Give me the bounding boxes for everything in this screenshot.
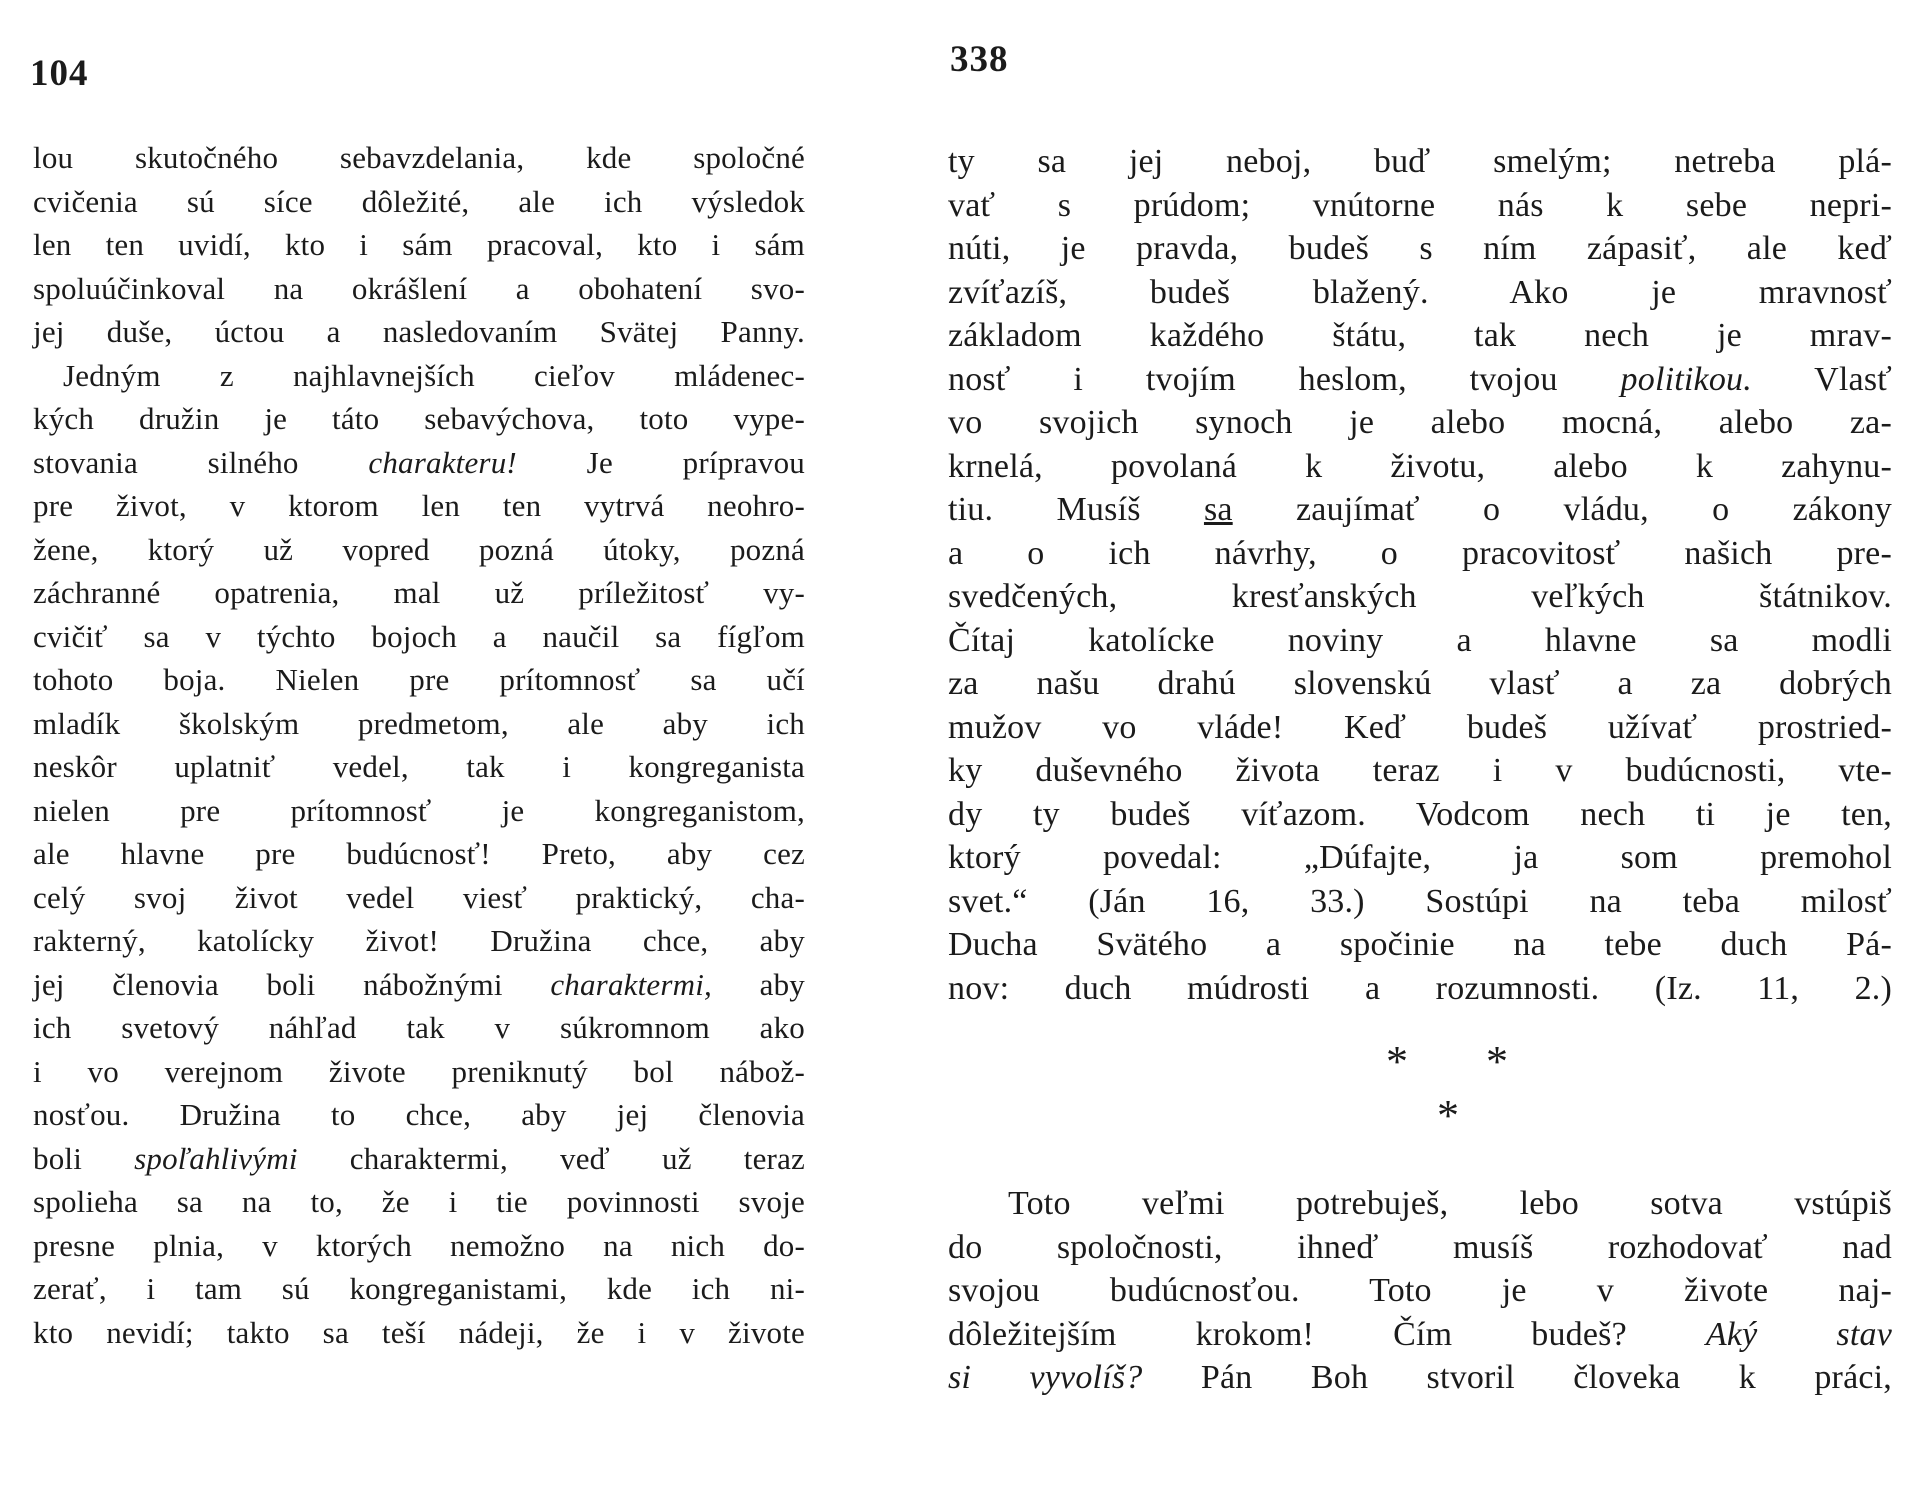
text-segment: pre život, v ktorom len ten vytrvá neohro- — [33, 488, 805, 523]
text-segment: základom každého štátu, tak nech je mrav- — [948, 317, 1892, 354]
italic-text: Aký stav — [1705, 1315, 1892, 1353]
text-segment: dôležitejším krokom! Čím budeš? — [948, 1315, 1706, 1353]
text-line — [33, 571, 805, 615]
text-segment: charaktermi, veď už teraz — [297, 1140, 805, 1176]
text-segment: nov: duch múdrosti a rozumnosti. (Iz. 11, 2.) — [948, 969, 1892, 1007]
text-line — [33, 310, 805, 354]
text-line — [948, 706, 1892, 750]
text-segment: a o ich návrhy, o pracovitosť našich pre- — [948, 534, 1892, 572]
text-segment: vať s prúdom; vnútorne nás k sebe nepri- — [948, 186, 1892, 224]
text-segment: dy ty budeš víťazom. Vodcom nech ti je ten, — [948, 795, 1892, 833]
text-segment: cvičenia sú síce dôležité, ale ich výsledok — [33, 183, 805, 219]
page-number-left: 104 — [30, 53, 89, 94]
text-segment: Čítaj katolícke noviny a hlavne sa modli — [948, 621, 1892, 659]
text-line — [33, 1093, 805, 1137]
text-line — [948, 401, 1892, 445]
text-segment: spoluúčinkoval na okrášlení a obohatení svo- — [33, 270, 805, 306]
text-line — [948, 575, 1892, 619]
text-line — [948, 619, 1892, 663]
left-page-text — [33, 136, 805, 1354]
text-segment: mladík školským predmetom, ale aby ich — [33, 705, 805, 741]
text-line — [948, 532, 1892, 576]
text-line — [948, 662, 1892, 706]
text-line — [948, 1269, 1892, 1313]
text-segment: Je prípravou — [516, 444, 805, 480]
text-segment: nosť i tvojím heslom, tvojou — [948, 360, 1621, 398]
text-line — [33, 180, 805, 224]
text-segment: Ducha Svätého a spočinie na tebe duch Pá- — [948, 926, 1892, 963]
right-page-text-bottom — [948, 1182, 1892, 1400]
text-segment: žene, ktorý už vopred pozná útoky, pozná — [33, 531, 805, 567]
text-line — [948, 836, 1892, 880]
text-line — [33, 1267, 805, 1311]
text-segment: mužov vo vláde! Keď budeš užívať prostried- — [948, 708, 1892, 746]
text-segment: svedčených, kresťanských veľkých štátnikov. — [948, 578, 1892, 615]
text-segment: záchranné opatrenia, mal už príležitosť vy- — [33, 575, 805, 610]
italic-text: charakteru! — [368, 444, 517, 480]
text-line — [948, 358, 1892, 402]
text-line — [33, 441, 805, 485]
text-line — [33, 615, 805, 659]
text-segment: kých družin je táto sebavýchova, toto vype- — [33, 401, 805, 436]
text-line — [33, 484, 805, 528]
text-segment: zaujímať o vládu, o zákony — [1232, 491, 1892, 528]
text-line — [33, 354, 805, 398]
text-line — [33, 702, 805, 746]
italic-text: politikou. — [1620, 360, 1752, 398]
text-line — [33, 658, 805, 702]
text-line — [948, 271, 1892, 315]
text-segment: za našu drahú slovenskú vlasť a za dobrých — [948, 665, 1892, 702]
text-segment: Vlasť — [1751, 360, 1892, 398]
asterisk-separator — [948, 1010, 1892, 1182]
text-segment: krnelá, povolaná k životu, alebo k zahynu- — [948, 447, 1892, 485]
text-segment: jej členovia boli nábožnými — [33, 966, 551, 1002]
text-line — [33, 1311, 805, 1355]
text-line — [948, 793, 1892, 837]
text-segment: ich svetový náhľad tak v súkromnom ako — [33, 1010, 805, 1045]
text-segment: nosťou. Družina to chce, aby jej členovia — [33, 1097, 805, 1132]
text-segment: Toto veľmi potrebuješ, lebo sotva vstúpiš — [1008, 1185, 1892, 1222]
text-line — [948, 1356, 1892, 1400]
underlined-text: sa — [1203, 491, 1233, 528]
text-line — [948, 227, 1892, 271]
text-segment: vo svojich synoch je alebo mocná, alebo za- — [948, 404, 1892, 441]
text-segment: boli — [33, 1140, 135, 1176]
text-line — [948, 880, 1892, 924]
text-segment: stovania silného — [33, 444, 369, 480]
text-line — [33, 963, 805, 1007]
text-segment: len ten uvidí, kto i sám pracoval, kto i sám — [33, 227, 805, 262]
text-segment: ty sa jej neboj, buď smelým; netreba plá- — [948, 143, 1892, 180]
text-line — [948, 923, 1892, 967]
text-segment: ale hlavne pre budúcnosť! Preto, aby cez — [33, 836, 805, 871]
text-segment: spolieha sa na to, že i tie povinnosti svoje — [33, 1184, 805, 1219]
text-segment: núti, je pravda, budeš s ním zápasiť, ale keď — [948, 230, 1892, 267]
text-line — [948, 184, 1892, 228]
text-line — [33, 1224, 805, 1268]
italic-text: spoľahlivými — [134, 1140, 298, 1176]
right-page-text — [948, 140, 1892, 1400]
asterisk-icon: * — [1486, 1037, 1508, 1086]
text-line — [948, 967, 1892, 1011]
text-segment: Pán Boh stvoril človeka k práci, — [1142, 1359, 1893, 1396]
asterisk-icon: * — [1386, 1037, 1408, 1086]
text-segment: celý svoj život vedel viesť praktický, cha- — [33, 879, 805, 915]
text-segment: lou skutočného sebavzdelania, kde spoločné — [33, 140, 805, 175]
text-segment: aby — [712, 966, 805, 1002]
text-segment: svojou budúcnosťou. Toto je v živote naj- — [948, 1272, 1892, 1309]
text-segment: i vo verejnom živote preniknutý bol nábož- — [33, 1053, 805, 1089]
text-line — [33, 528, 805, 572]
text-segment: ky duševného života teraz i v budúcnosti, vte- — [948, 752, 1892, 789]
text-line — [33, 1050, 805, 1094]
text-line — [33, 832, 805, 876]
text-line — [33, 745, 805, 789]
text-line — [33, 223, 805, 267]
page-number-right: 338 — [950, 39, 1009, 80]
text-line — [948, 445, 1892, 489]
text-line — [948, 1226, 1892, 1270]
text-line — [33, 397, 805, 441]
text-line — [948, 140, 1892, 184]
italic-text: charaktermi, — [550, 966, 712, 1002]
text-segment: zvíťazíš, budeš blažený. Ako je mravnosť — [948, 273, 1892, 311]
text-segment: kto nevidí; takto sa teší nádeji, že i v živote — [33, 1314, 805, 1350]
italic-text: si vyvolíš? — [948, 1359, 1143, 1396]
text-segment: cvičiť sa v týchto bojoch a naučil sa fígľom — [33, 618, 805, 654]
text-line — [948, 1313, 1892, 1357]
text-segment: Jedným z najhlavnejších cieľov mládenec- — [63, 357, 805, 393]
text-segment: neskôr uplatniť vedel, tak i kongreganista — [33, 749, 805, 784]
text-segment: jej duše, úctou a nasledovaním Svätej Panny. — [33, 314, 805, 349]
text-line — [33, 1180, 805, 1224]
text-segment: ktorý povedal: „Dúfajte, ja som premohol — [948, 839, 1892, 876]
text-line — [33, 789, 805, 833]
text-line — [33, 1006, 805, 1050]
text-segment: tohoto boja. Nielen pre prítomnosť sa učí — [33, 662, 805, 697]
text-segment: presne plnia, v ktorých nemožno na nich do- — [33, 1227, 805, 1263]
text-line — [948, 1182, 1892, 1226]
text-line — [33, 267, 805, 311]
text-line — [948, 749, 1892, 793]
text-line — [948, 314, 1892, 358]
text-line — [33, 1137, 805, 1181]
right-page-text-top — [948, 140, 1892, 1010]
text-line — [33, 876, 805, 920]
text-line — [948, 488, 1892, 532]
text-segment: rakterný, katolícky život! Družina chce, aby — [33, 923, 805, 958]
text-segment: zerať, i tam sú kongreganistami, kde ich ni- — [33, 1271, 805, 1306]
text-line — [33, 919, 805, 963]
text-segment: do spoločnosti, ihneď musíš rozhodovať nad — [948, 1228, 1892, 1266]
text-segment: tiu. Musíš — [948, 491, 1204, 528]
text-line — [33, 136, 805, 180]
text-segment: svet.“ (Ján 16, 33.) Sostúpi na teba milosť — [948, 882, 1892, 920]
text-segment: nielen pre prítomnosť je kongreganistom, — [33, 792, 805, 828]
asterisk-icon: * — [1437, 1091, 1459, 1140]
